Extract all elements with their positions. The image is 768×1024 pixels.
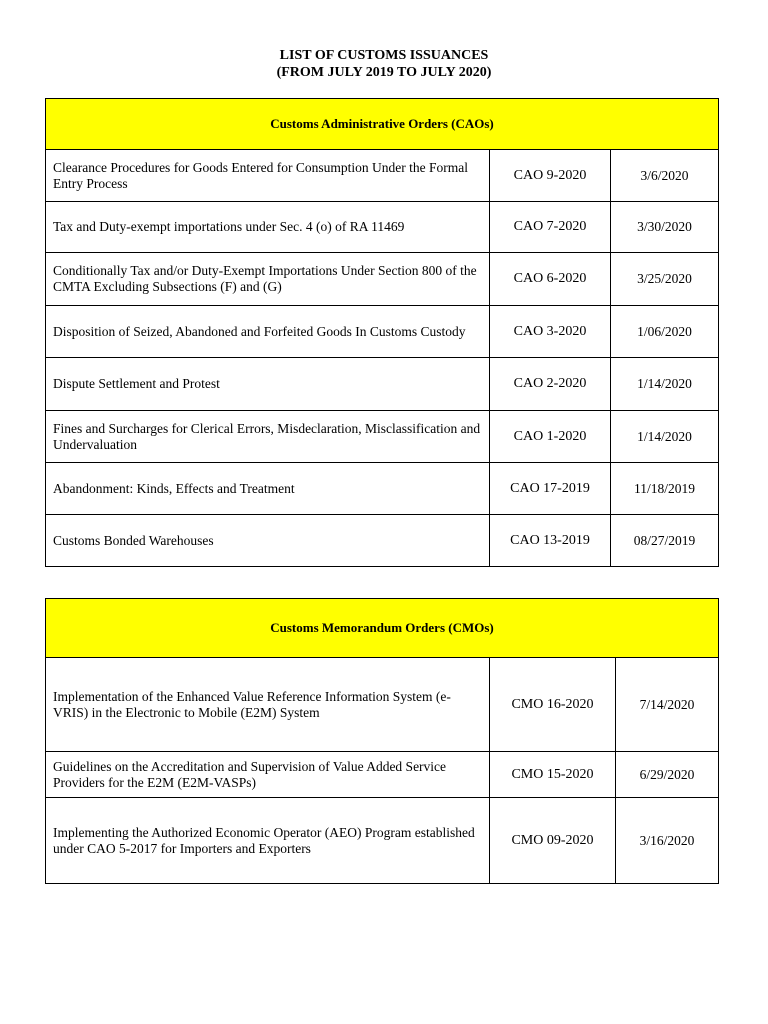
issuance-date: 3/25/2020 xyxy=(611,253,719,306)
cao-table xyxy=(45,98,719,567)
table-row xyxy=(46,798,719,884)
cmo-table xyxy=(45,598,719,884)
issuance-title: Conditionally Tax and/or Duty-Exempt Importations Under Section 800 of the CMTA Excluding Subsections (F) and (G) xyxy=(46,253,490,306)
table-row xyxy=(46,150,719,202)
document-title-line1: LIST OF CUSTOMS ISSUANCES xyxy=(279,48,489,63)
issuance-title: Implementing the Authorized Economic Operator (AEO) Program established under CAO 5-2017 for Importers and Exporters xyxy=(46,798,490,884)
issuance-number: CAO 2-2020 xyxy=(490,358,611,411)
issuance-date: 6/29/2020 xyxy=(616,752,719,798)
table-row xyxy=(46,658,719,752)
issuance-number: CMO 15-2020 xyxy=(490,752,616,798)
issuance-number: CAO 3-2020 xyxy=(490,306,611,358)
cao-table-header: Customs Administrative Orders (CAOs) xyxy=(46,99,719,150)
issuance-number: CMO 09-2020 xyxy=(490,798,616,884)
document-title-line2: (FROM JULY 2019 TO JULY 2020) xyxy=(276,65,492,80)
issuance-date: 1/14/2020 xyxy=(611,358,719,411)
issuance-title: Tax and Duty-exempt importations under Sec. 4 (o) of RA 11469 xyxy=(46,202,490,253)
issuance-number: CAO 13-2019 xyxy=(490,515,611,567)
issuance-title: Clearance Procedures for Goods Entered for Consumption Under the Formal Entry Process xyxy=(46,150,490,202)
issuance-date: 1/14/2020 xyxy=(611,411,719,463)
issuance-number: CAO 7-2020 xyxy=(490,202,611,253)
table-row xyxy=(46,202,719,253)
document-title xyxy=(0,47,768,81)
table-row xyxy=(46,463,719,515)
issuance-title: Guidelines on the Accreditation and Supervision of Value Added Service Providers for the E2M (E2M-VASPs) xyxy=(46,752,490,798)
issuance-date: 08/27/2019 xyxy=(611,515,719,567)
issuance-number: CAO 1-2020 xyxy=(490,411,611,463)
issuance-date: 11/18/2019 xyxy=(611,463,719,515)
issuance-date: 3/30/2020 xyxy=(611,202,719,253)
issuance-date: 3/6/2020 xyxy=(611,150,719,202)
table-row xyxy=(46,411,719,463)
issuance-title: Disposition of Seized, Abandoned and Forfeited Goods In Customs Custody xyxy=(46,306,490,358)
issuance-date: 3/16/2020 xyxy=(616,798,719,884)
issuance-number: CAO 6-2020 xyxy=(490,253,611,306)
table-row xyxy=(46,752,719,798)
table-row xyxy=(46,253,719,306)
issuance-date: 1/06/2020 xyxy=(611,306,719,358)
issuance-number: CMO 16-2020 xyxy=(490,658,616,752)
issuance-title: Abandonment: Kinds, Effects and Treatment xyxy=(46,463,490,515)
issuance-title: Implementation of the Enhanced Value Reference Information System (e-VRIS) in the Electronic to Mobile (E2M) System xyxy=(46,658,490,752)
issuance-number: CAO 9-2020 xyxy=(490,150,611,202)
issuance-date: 7/14/2020 xyxy=(616,658,719,752)
cmo-table-header: Customs Memorandum Orders (CMOs) xyxy=(46,599,719,658)
table-row xyxy=(46,306,719,358)
issuance-title: Customs Bonded Warehouses xyxy=(46,515,490,567)
issuance-number: CAO 17-2019 xyxy=(490,463,611,515)
issuance-title: Fines and Surcharges for Clerical Errors, Misdeclaration, Misclassification and Undervaluation xyxy=(46,411,490,463)
table-row xyxy=(46,515,719,567)
issuance-title: Dispute Settlement and Protest xyxy=(46,358,490,411)
table-row xyxy=(46,358,719,411)
